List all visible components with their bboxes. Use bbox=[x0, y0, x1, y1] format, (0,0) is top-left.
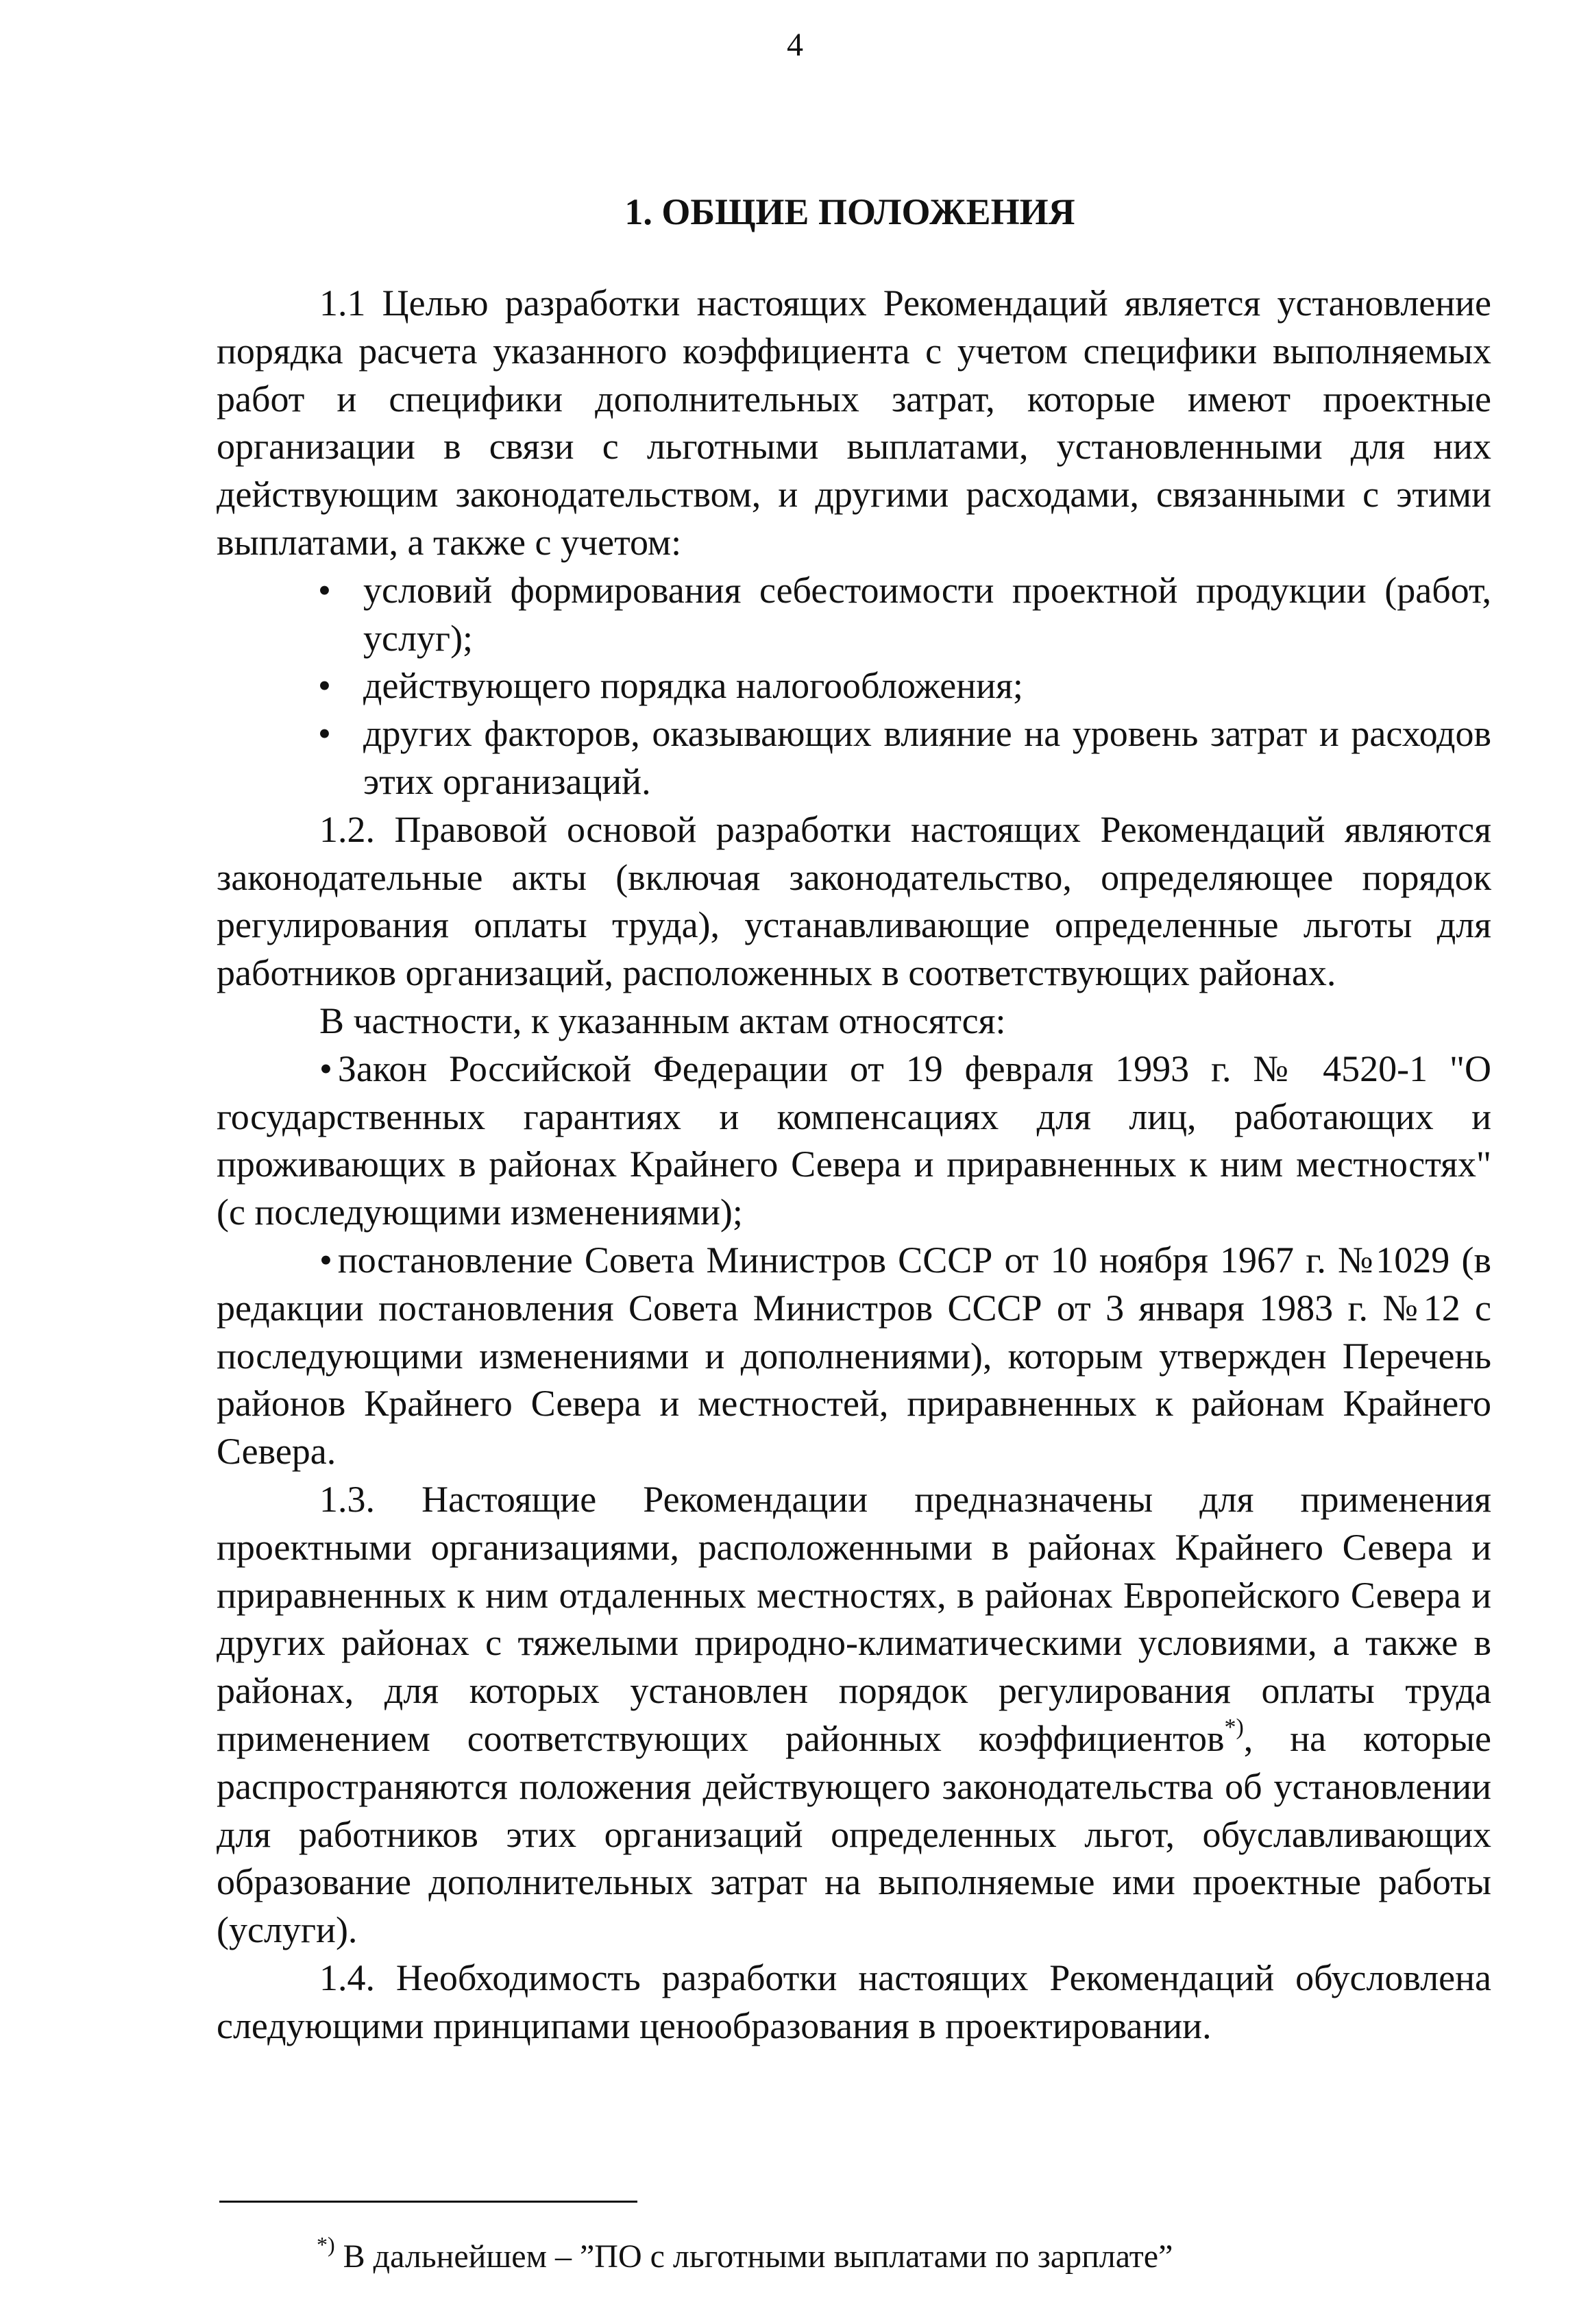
footnote-divider bbox=[219, 2201, 637, 2203]
footnote-marker: *) bbox=[317, 2232, 335, 2257]
acts-intro: В частности, к указанным актам относятся: bbox=[319, 1000, 1006, 1041]
list-item-text: условий формирования себестоимости проектной продукции (работ, услуг); bbox=[363, 569, 1491, 659]
page-number: 4 bbox=[787, 27, 803, 63]
paragraph-1-3 bbox=[217, 1476, 1491, 1954]
paragraph-1-3-text: 1.3. Настоящие Рекомендации предназначены для применения проектными организациями, расположенными в районах Крайнего Севера и приравненных к ним отдаленных местностях, в районах Европейского Севера и других районах с тяжелыми природно-климатическими условиями, а также в районах, для которых установлен порядок регулирования оплаты труда применением соответствующих районных коэффициентов bbox=[217, 1478, 1491, 1759]
list-item bbox=[217, 710, 1491, 806]
footnote-reference: *) bbox=[1224, 1714, 1244, 1740]
bullet-icon: • bbox=[318, 713, 331, 755]
bullet-icon: • bbox=[318, 665, 331, 707]
document-body bbox=[217, 280, 1491, 2050]
bullet-icon: • bbox=[319, 1239, 332, 1281]
section-heading: 1. ОБЩИЕ ПОЛОЖЕНИЯ bbox=[624, 191, 1075, 232]
bullet-icon: • bbox=[319, 1048, 332, 1089]
act-item-law bbox=[217, 1045, 1491, 1237]
act-item-resolution bbox=[217, 1237, 1491, 1476]
bullet-icon: • bbox=[318, 569, 331, 611]
list-item bbox=[217, 567, 1491, 663]
footnote-text: В дальнейшем – ”ПО с льготными выплатами по зарплате” bbox=[343, 2238, 1173, 2275]
paragraph-1-2: 1.2. Правовой основой разработки настоящих Рекомендаций являются законодательные акты (включая законодательство, определяющее порядок регулирования оплаты труда), устанавливающие определенные льготы для работников организаций, расположенных в соответствующих районах. bbox=[217, 808, 1491, 994]
list-item-text: действующего порядка налогообложения; bbox=[363, 665, 1023, 707]
footnote bbox=[317, 2232, 1173, 2277]
paragraph-1-4: 1.4. Необходимость разработки настоящих Рекомендаций обусловлена следующими принципами ценообразования в проектировании. bbox=[217, 1957, 1491, 2046]
list-item-text: других факторов, оказывающих влияние на уровень затрат и расходов этих организаций. bbox=[363, 713, 1491, 802]
paragraph-1-1: 1.1 Целью разработки настоящих Рекомендаций является установление порядка расчета указанного коэффициента с учетом специфики выполняемых работ и специфики дополнительных затрат, которые имеют проектные организации в связи с льготными выплатами, установленными для них действующим законодательством, и другими расходами, связанными с этими выплатами, а также с учетом: bbox=[217, 282, 1491, 563]
act-item-text: постановление Совета Министров СССР от 10 ноября 1967 г. №1029 (в редакции постановления Совета Министров СССР от 3 января 1983 г. №12 с последующими изменениями и дополнениями), которым утвержден Перечень районов Крайнего Севера и местностей, приравненных к районам Крайнего Севера. bbox=[217, 1239, 1491, 1473]
paragraph-1-3-continuation: , на которые распространяются положения действующего законодательства об установлении для работников этих организаций определенных льгот, обуславливающих образование дополнительных затрат на выполняемые ими проектные работы (услуги). bbox=[217, 1717, 1491, 1951]
conditions-list bbox=[217, 567, 1491, 806]
act-item-text: Закон Российской Федерации от 19 февраля 1993 г. № 4520-1 "О государственных гарантиях и компенсациях для лиц, работающих и проживающих в районах Крайнего Севера и приравненных к ним местностях" (с последующими изменениями); bbox=[217, 1048, 1491, 1233]
list-item bbox=[217, 662, 1491, 710]
